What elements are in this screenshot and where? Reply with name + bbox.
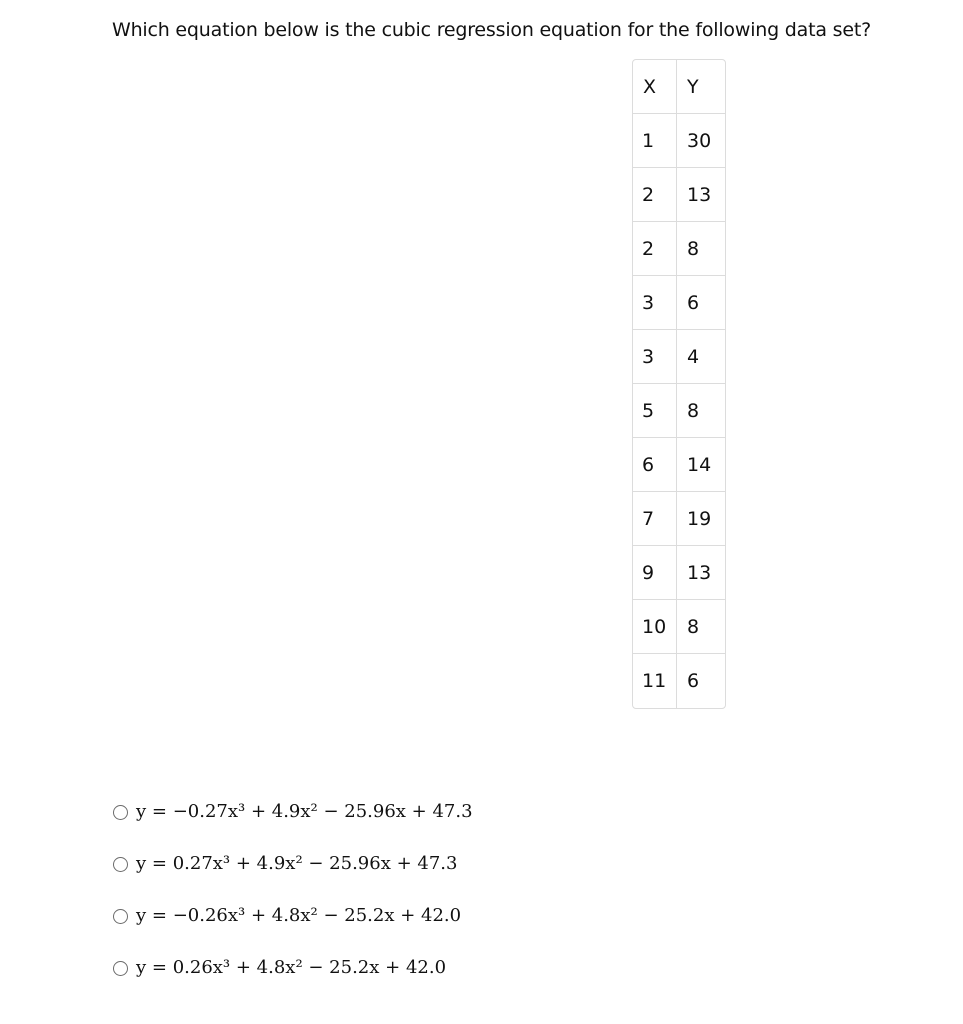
radio-button[interactable] (113, 857, 128, 872)
cell-y: 14 (677, 438, 725, 492)
column-header-x: X (633, 60, 677, 114)
cell-x: 7 (633, 492, 677, 546)
cell-y: 13 (677, 168, 725, 222)
table-row (633, 438, 725, 492)
answer-option-1[interactable] (113, 796, 473, 826)
cell-x: 2 (633, 222, 677, 276)
radio-button[interactable] (113, 909, 128, 924)
answer-option-2[interactable] (113, 848, 473, 878)
cell-x: 11 (633, 654, 677, 708)
option-label: y = 0.26x³ + 4.8x² − 25.2x + 42.0 (136, 956, 447, 978)
table-row (633, 600, 725, 654)
cell-x: 9 (633, 546, 677, 600)
table-row (633, 222, 725, 276)
cell-y: 13 (677, 546, 725, 600)
cell-x: 3 (633, 276, 677, 330)
cell-x: 6 (633, 438, 677, 492)
cell-y: 4 (677, 330, 725, 384)
radio-button[interactable] (113, 961, 128, 976)
cell-y: 19 (677, 492, 725, 546)
table-row (633, 546, 725, 600)
table-row (633, 168, 725, 222)
cell-y: 30 (677, 114, 725, 168)
answer-option-4[interactable] (113, 952, 473, 982)
answer-options (113, 796, 473, 1004)
cell-y: 8 (677, 222, 725, 276)
cell-x: 2 (633, 168, 677, 222)
radio-button[interactable] (113, 805, 128, 820)
table-row (633, 114, 725, 168)
option-label: y = 0.27x³ + 4.9x² − 25.96x + 47.3 (136, 852, 458, 874)
cell-y: 6 (687, 670, 700, 692)
table-row (633, 492, 725, 546)
cell-y: 8 (677, 384, 725, 438)
table-row (633, 330, 725, 384)
table-header-row (633, 60, 725, 114)
cell-x: 10 (633, 600, 677, 654)
table-row (633, 384, 725, 438)
data-table (632, 59, 726, 709)
cell-y: 8 (677, 600, 725, 654)
question-text: Which equation below is the cubic regression equation for the following data set? (112, 19, 871, 41)
table-row (633, 654, 725, 708)
column-header-y: Y (677, 60, 725, 114)
cell-y: 6 (677, 276, 725, 330)
option-label: y = −0.27x³ + 4.9x² − 25.96x + 47.3 (136, 800, 473, 822)
table-row (633, 276, 725, 330)
answer-option-3[interactable] (113, 900, 473, 930)
cell-x: 3 (633, 330, 677, 384)
cell-x: 1 (633, 114, 677, 168)
cell-x: 5 (633, 384, 677, 438)
option-label: y = −0.26x³ + 4.8x² − 25.2x + 42.0 (136, 904, 462, 926)
